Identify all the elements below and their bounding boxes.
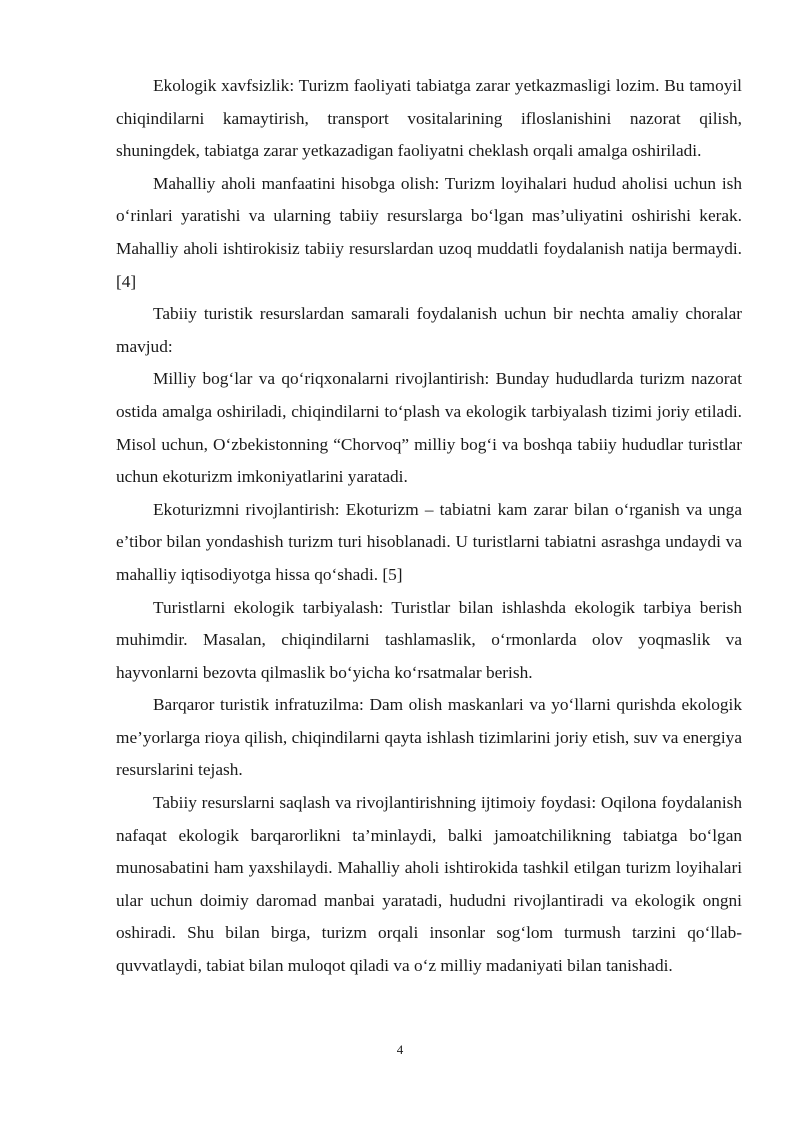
document-body [116,70,742,983]
paragraph-ecotourism: Ekoturizmni rivojlantirish: Ekoturizm – tabiatni kam zarar bilan o‘rganish va unga e’tibor bilan yondashish turizm turi hisoblanadi. U turistlarni tabiatni asrashga undaydi va mahalliy iqtisodiyotga hissa qo‘shadi. [5] [116,499,742,584]
paragraph-sustainable-infrastructure: Barqaror turistik infratuzilma: Dam olish maskanlari va yo‘llarni qurishda ekologik me’yorlarga rioya qilish, chiqindilarni qayta ishlash tizimlarini joriy etish, suv va energiya resurslarini tejash. [116,695,742,780]
paragraph-tourist-education: Turistlarni ekologik tarbiyalash: Turistlar bilan ishlashda ekologik tarbiya berish muhimdir. Masalan, chiqindilarni tashlamaslik, o‘rmonlarda olov yoqmaslik va hayvonlarni bezovta qilmaslik bo‘yicha ko‘rsatmalar berish. [116,597,742,682]
paragraph-social-benefit: Tabiiy resurslarni saqlash va rivojlantirishning ijtimoiy foydasi: Oqilona foydalanish nafaqat ekologik barqarorlikni ta’minlaydi, balki jamoatchilikning tabiatga bo‘lgan munosabatini ham yaxshilaydi. Mahalliy aholi ishtirokida tashkil etilgan turizm loyihalari ular uchun doimiy daromad manbai yaratadi, hududni rivojlantiradi va ekologik ongni oshiradi. Shu bilan birga, turizm orqali insonlar sog‘lom turmush tarzini qo‘llab-quvvatlaydi, tabiat bilan muloqot qiladi va o‘z milliy madaniyati bilan tanishadi. [116,793,742,976]
paragraph-local-population: Mahalliy aholi manfaatini hisobga olish: Turizm loyihalari hudud aholisi uchun ish o‘rinlari yaratishi va ularning tabiiy resurslarga bo‘lgan mas’uliyatini oshirishi kerak. Mahalliy aholi ishtirokisiz tabiiy resurslardan uzoq muddatli foydalanish natija bermaydi. [4] [116,173,742,291]
page-number: 4 [396,1042,404,1057]
paragraph-ecological-safety: Ekologik xavfsizlik: Turizm faoliyati tabiatga zarar yetkazmasligi lozim. Bu tamoyil chiqindilarni kamaytirish, transport vositalarining ifloslanishini nazorat qilish, shuningdek, tabiatga zarar yetkazadigan faoliyatni cheklash orqali amalga oshiriladi. [116,76,742,161]
paragraph-practical-measures-intro: Tabiiy turistik resurslardan samarali foydalanish uchun bir nechta amaliy choralar mavjud: [116,304,742,356]
paragraph-national-parks: Milliy bog‘lar va qo‘riqxonalarni rivojlantirish: Bunday hududlarda turizm nazorat ostida amalga oshiriladi, chiqindilarni to‘plash va ekologik tarbiyalash tizimi joriy etiladi. Misol uchun, O‘zbekistonning “Chorvoq” milliy bog‘i va boshqa tabiiy hududlar turistlar uchun ekoturizm imkoniyatlarini yaratadi. [116,369,742,487]
